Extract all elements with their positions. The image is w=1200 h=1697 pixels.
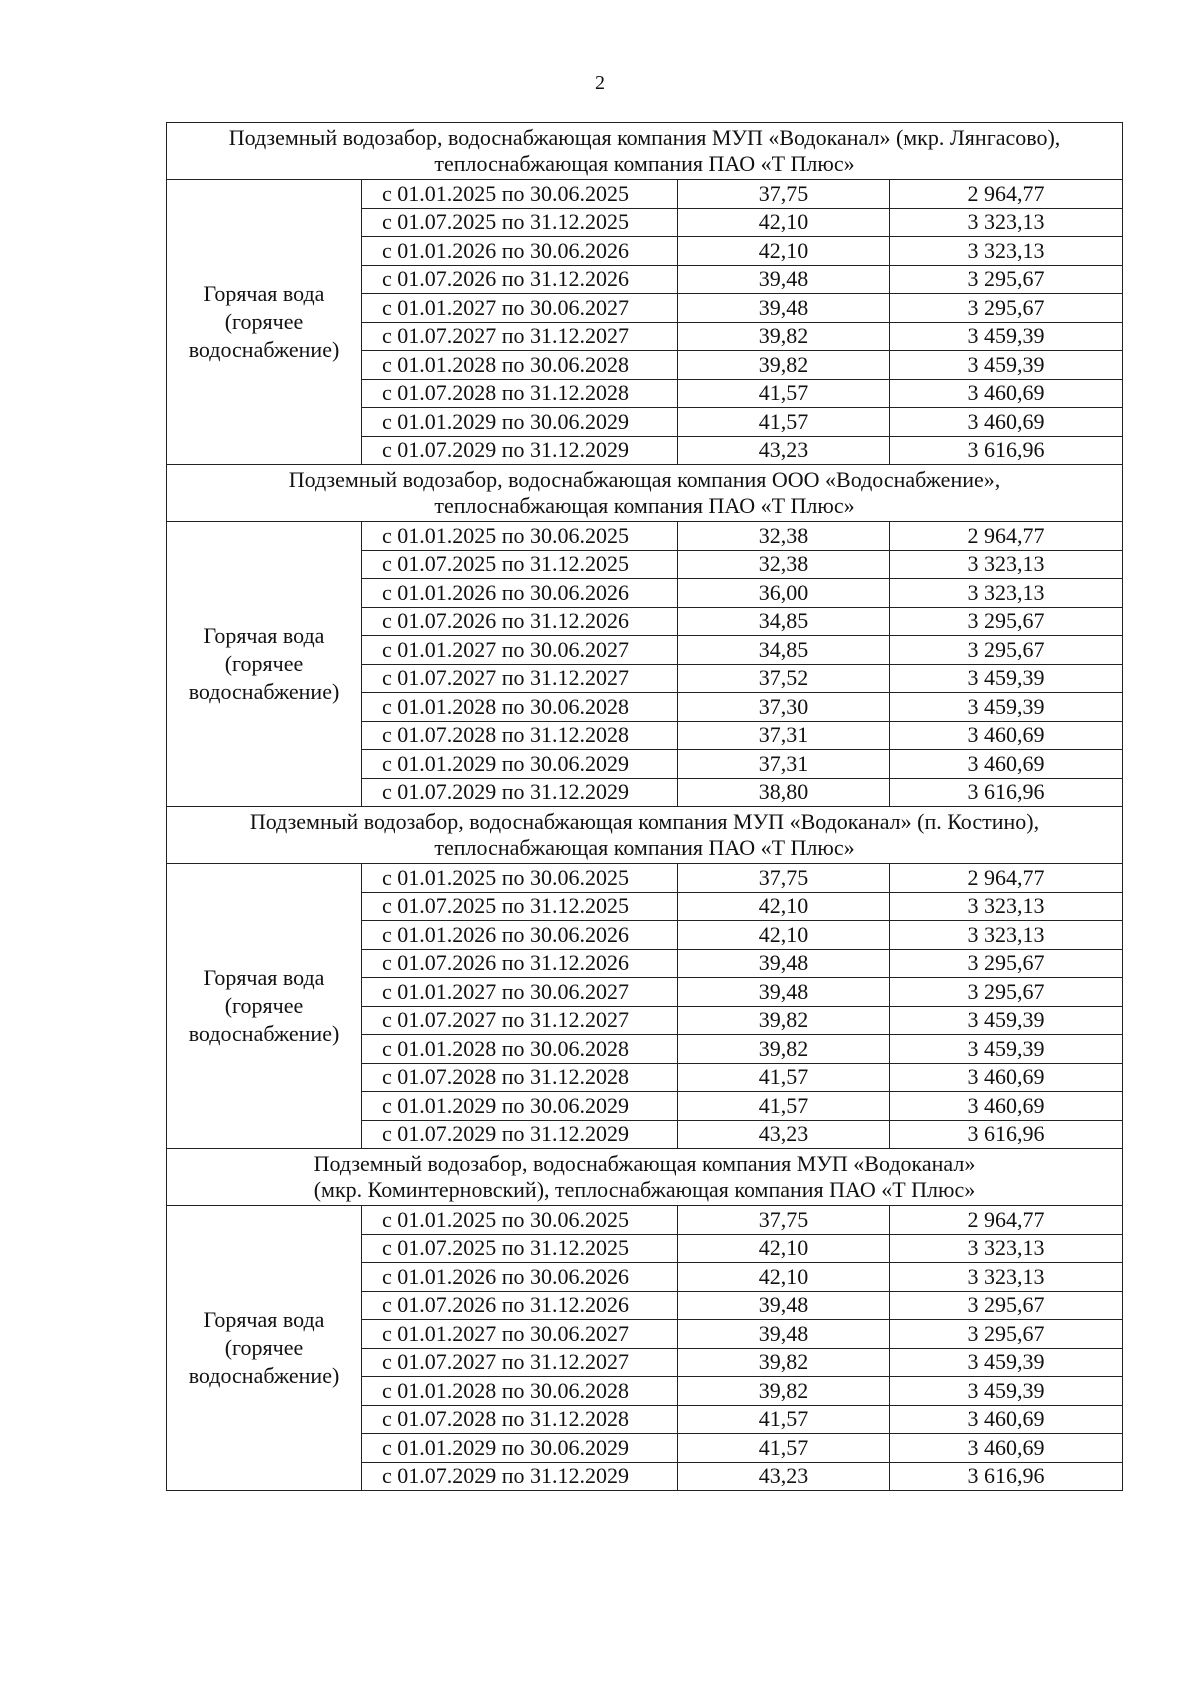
tariff-value-cell: 42,10	[678, 921, 890, 950]
period-cell: с 01.01.2027 по 30.06.2027	[362, 294, 678, 323]
section-header-line: Подземный водозабор, водоснабжающая компания МУП «Водоканал» (мкр. Лянгасово),	[228, 125, 1061, 150]
section-header-row	[167, 123, 1123, 180]
tariff-value-cell: 3 323,13	[890, 892, 1123, 921]
tariff-value-cell: 39,82	[678, 1348, 890, 1377]
service-name-line: Горячая вода	[203, 1307, 325, 1332]
period-cell: с 01.07.2028 по 31.12.2028	[362, 1405, 678, 1434]
tariff-value-cell: 43,23	[678, 436, 890, 465]
tariff-value-cell: 39,48	[678, 294, 890, 323]
tariff-table	[166, 122, 1123, 1491]
service-name-line: Горячая вода	[203, 965, 325, 990]
tariff-value-cell: 32,38	[678, 522, 890, 551]
period-cell: с 01.01.2025 по 30.06.2025	[362, 1206, 678, 1235]
tariff-value-cell: 3 616,96	[890, 1120, 1123, 1149]
tariff-value-cell: 39,82	[678, 1035, 890, 1064]
tariff-value-cell: 38,80	[678, 778, 890, 807]
period-cell: с 01.07.2026 по 31.12.2026	[362, 949, 678, 978]
tariff-value-cell: 3 459,39	[890, 1348, 1123, 1377]
tariff-value-cell: 3 323,13	[890, 1234, 1123, 1263]
tariff-value-cell: 41,57	[678, 1092, 890, 1121]
tariff-value-cell: 39,48	[678, 1291, 890, 1320]
period-cell: с 01.07.2029 по 31.12.2029	[362, 436, 678, 465]
period-cell: с 01.01.2026 по 30.06.2026	[362, 579, 678, 608]
tariff-value-cell: 37,75	[678, 864, 890, 893]
period-cell: с 01.07.2027 по 31.12.2027	[362, 1348, 678, 1377]
service-name-cell	[167, 180, 362, 465]
service-name-cell	[167, 864, 362, 1149]
period-cell: с 01.01.2025 по 30.06.2025	[362, 864, 678, 893]
tariff-value-cell: 3 295,67	[890, 607, 1123, 636]
period-cell: с 01.07.2028 по 31.12.2028	[362, 721, 678, 750]
tariff-value-cell: 41,57	[678, 408, 890, 437]
tariff-value-cell: 3 295,67	[890, 978, 1123, 1007]
service-name-line: (горячее	[224, 993, 304, 1018]
period-cell: с 01.01.2028 по 30.06.2028	[362, 1035, 678, 1064]
period-cell: с 01.01.2027 по 30.06.2027	[362, 978, 678, 1007]
tariff-value-cell: 3 460,69	[890, 379, 1123, 408]
tariff-value-cell: 37,52	[678, 664, 890, 693]
service-name-line: водоснабжение)	[188, 1363, 340, 1388]
tariff-value-cell: 3 460,69	[890, 1092, 1123, 1121]
tariff-value-cell: 37,30	[678, 693, 890, 722]
period-cell: с 01.07.2029 по 31.12.2029	[362, 1120, 678, 1149]
service-name-line: водоснабжение)	[188, 337, 340, 362]
tariff-value-cell: 37,31	[678, 721, 890, 750]
tariff-value-cell: 3 616,96	[890, 778, 1123, 807]
tariff-value-cell: 37,31	[678, 750, 890, 779]
period-cell: с 01.01.2025 по 30.06.2025	[362, 522, 678, 551]
tariff-value-cell: 2 964,77	[890, 864, 1123, 893]
period-cell: с 01.07.2025 по 31.12.2025	[362, 892, 678, 921]
section-header-line: (мкр. Коминтерновский), теплоснабжающая компания ПАО «Т Плюс»	[313, 1177, 976, 1202]
period-cell: с 01.01.2029 по 30.06.2029	[362, 1092, 678, 1121]
tariff-value-cell: 3 295,67	[890, 949, 1123, 978]
period-cell: с 01.07.2029 по 31.12.2029	[362, 1462, 678, 1491]
period-cell: с 01.07.2025 по 31.12.2025	[362, 208, 678, 237]
tariff-value-cell: 41,57	[678, 1434, 890, 1463]
section-header-line: теплоснабжающая компания ПАО «Т Плюс»	[434, 493, 855, 518]
tariff-value-cell: 42,10	[678, 208, 890, 237]
service-name-line: Горячая вода	[203, 281, 325, 306]
service-name-line: водоснабжение)	[188, 679, 340, 704]
period-cell: с 01.07.2027 по 31.12.2027	[362, 322, 678, 351]
service-name-line: (горячее	[224, 651, 304, 676]
period-cell: с 01.01.2029 по 30.06.2029	[362, 1434, 678, 1463]
tariff-value-cell: 42,10	[678, 1263, 890, 1292]
period-cell: с 01.01.2029 по 30.06.2029	[362, 408, 678, 437]
tariff-value-cell: 42,10	[678, 892, 890, 921]
tariff-value-cell: 39,48	[678, 1320, 890, 1349]
tariff-value-cell: 3 460,69	[890, 750, 1123, 779]
tariff-value-cell: 39,82	[678, 351, 890, 380]
tariff-value-cell: 3 459,39	[890, 1377, 1123, 1406]
period-cell: с 01.01.2025 по 30.06.2025	[362, 180, 678, 209]
period-cell: с 01.07.2028 по 31.12.2028	[362, 1063, 678, 1092]
period-cell: с 01.07.2029 по 31.12.2029	[362, 778, 678, 807]
tariff-value-cell: 42,10	[678, 1234, 890, 1263]
section-header-line: Подземный водозабор, водоснабжающая компания МУП «Водоканал» (п. Костино),	[249, 809, 1040, 834]
section-header-row	[167, 1149, 1123, 1206]
tariff-value-cell: 32,38	[678, 550, 890, 579]
service-name-line: (горячее	[224, 1335, 304, 1360]
tariff-value-cell: 3 459,39	[890, 693, 1123, 722]
tariff-value-cell: 36,00	[678, 579, 890, 608]
tariff-value-cell: 3 323,13	[890, 921, 1123, 950]
tariff-table-body	[167, 123, 1123, 1491]
period-cell: с 01.07.2025 по 31.12.2025	[362, 550, 678, 579]
tariff-value-cell: 3 460,69	[890, 1434, 1123, 1463]
table-row	[167, 864, 1123, 893]
tariff-value-cell: 3 460,69	[890, 1405, 1123, 1434]
page-number: 2	[595, 72, 605, 94]
section-header-row	[167, 807, 1123, 864]
period-cell: с 01.01.2026 по 30.06.2026	[362, 1263, 678, 1292]
period-cell: с 01.07.2027 по 31.12.2027	[362, 1006, 678, 1035]
tariff-value-cell: 37,75	[678, 1206, 890, 1235]
tariff-value-cell: 41,57	[678, 1405, 890, 1434]
period-cell: с 01.01.2028 по 30.06.2028	[362, 351, 678, 380]
section-header-line: Подземный водозабор, водоснабжающая компания МУП «Водоканал»	[313, 1151, 976, 1176]
tariff-value-cell: 39,82	[678, 322, 890, 351]
tariff-value-cell: 43,23	[678, 1120, 890, 1149]
tariff-value-cell: 3 460,69	[890, 721, 1123, 750]
section-header	[167, 465, 1123, 522]
tariff-value-cell: 3 459,39	[890, 1006, 1123, 1035]
section-header-line: теплоснабжающая компания ПАО «Т Плюс»	[434, 151, 855, 176]
tariff-value-cell: 39,48	[678, 978, 890, 1007]
section-header-line: Подземный водозабор, водоснабжающая компания ООО «Водоснабжение»,	[288, 467, 1001, 492]
tariff-value-cell: 3 459,39	[890, 664, 1123, 693]
section-header-line: теплоснабжающая компания ПАО «Т Плюс»	[434, 835, 855, 860]
service-name-line: Горячая вода	[203, 623, 325, 648]
tariff-value-cell: 2 964,77	[890, 522, 1123, 551]
section-header	[167, 807, 1123, 864]
tariff-value-cell: 41,57	[678, 379, 890, 408]
tariff-value-cell: 39,48	[678, 265, 890, 294]
tariff-value-cell: 3 459,39	[890, 351, 1123, 380]
period-cell: с 01.01.2029 по 30.06.2029	[362, 750, 678, 779]
tariff-value-cell: 3 616,96	[890, 1462, 1123, 1491]
tariff-value-cell: 39,82	[678, 1006, 890, 1035]
tariff-value-cell: 3 459,39	[890, 1035, 1123, 1064]
period-cell: с 01.01.2028 по 30.06.2028	[362, 693, 678, 722]
period-cell: с 01.01.2026 по 30.06.2026	[362, 921, 678, 950]
section-header	[167, 1149, 1123, 1206]
period-cell: с 01.07.2026 по 31.12.2026	[362, 1291, 678, 1320]
tariff-value-cell: 37,75	[678, 180, 890, 209]
period-cell: с 01.07.2028 по 31.12.2028	[362, 379, 678, 408]
period-cell: с 01.07.2026 по 31.12.2026	[362, 607, 678, 636]
tariff-value-cell: 43,23	[678, 1462, 890, 1491]
table-row	[167, 180, 1123, 209]
tariff-value-cell: 34,85	[678, 636, 890, 665]
tariff-value-cell: 3 323,13	[890, 1263, 1123, 1292]
tariff-value-cell: 3 295,67	[890, 294, 1123, 323]
tariff-value-cell: 34,85	[678, 607, 890, 636]
tariff-value-cell: 3 460,69	[890, 1063, 1123, 1092]
tariff-value-cell: 3 295,67	[890, 1291, 1123, 1320]
tariff-value-cell: 3 323,13	[890, 550, 1123, 579]
tariff-value-cell: 3 323,13	[890, 237, 1123, 266]
tariff-value-cell: 39,82	[678, 1377, 890, 1406]
tariff-value-cell: 3 295,67	[890, 265, 1123, 294]
tariff-value-cell: 3 323,13	[890, 579, 1123, 608]
section-header	[167, 123, 1123, 180]
section-header-row	[167, 465, 1123, 522]
period-cell: с 01.01.2027 по 30.06.2027	[362, 636, 678, 665]
period-cell: с 01.01.2028 по 30.06.2028	[362, 1377, 678, 1406]
tariff-value-cell: 3 295,67	[890, 1320, 1123, 1349]
table-row	[167, 522, 1123, 551]
tariff-value-cell: 3 295,67	[890, 636, 1123, 665]
service-name-line: водоснабжение)	[188, 1021, 340, 1046]
tariff-value-cell: 3 616,96	[890, 436, 1123, 465]
tariff-value-cell: 42,10	[678, 237, 890, 266]
period-cell: с 01.07.2026 по 31.12.2026	[362, 265, 678, 294]
tariff-value-cell: 2 964,77	[890, 180, 1123, 209]
service-name-cell	[167, 522, 362, 807]
tariff-value-cell: 3 460,69	[890, 408, 1123, 437]
service-name-cell	[167, 1206, 362, 1491]
period-cell: с 01.01.2027 по 30.06.2027	[362, 1320, 678, 1349]
period-cell: с 01.07.2025 по 31.12.2025	[362, 1234, 678, 1263]
tariff-value-cell: 3 323,13	[890, 208, 1123, 237]
tariff-value-cell: 2 964,77	[890, 1206, 1123, 1235]
service-name-line: (горячее	[224, 309, 304, 334]
tariff-value-cell: 3 459,39	[890, 322, 1123, 351]
tariff-value-cell: 41,57	[678, 1063, 890, 1092]
table-row	[167, 1206, 1123, 1235]
tariff-value-cell: 39,48	[678, 949, 890, 978]
period-cell: с 01.07.2027 по 31.12.2027	[362, 664, 678, 693]
period-cell: с 01.01.2026 по 30.06.2026	[362, 237, 678, 266]
